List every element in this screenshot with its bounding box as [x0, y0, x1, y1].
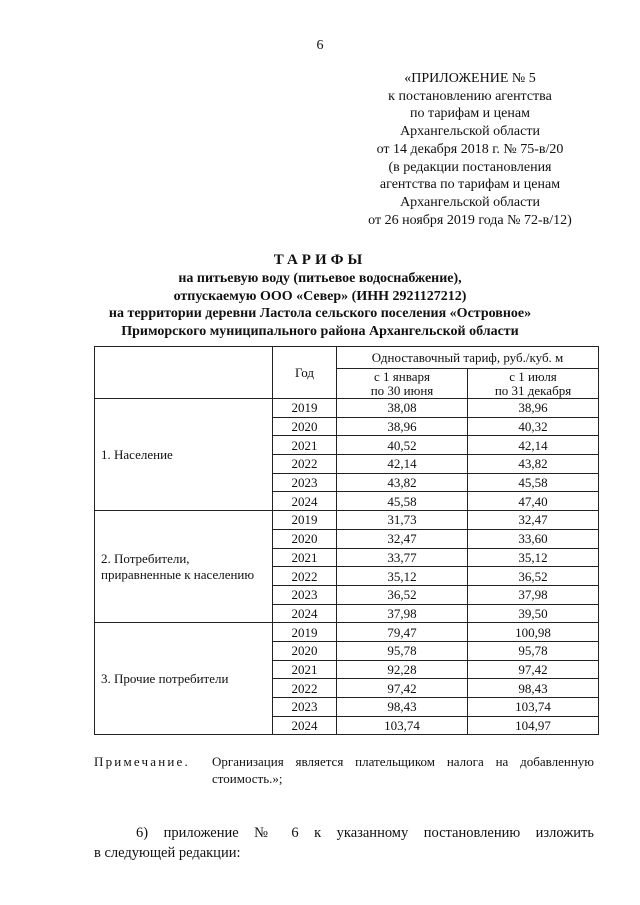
- tariff-second-half-cell: 35,12: [468, 548, 599, 567]
- year-cell: 2023: [273, 473, 337, 492]
- tariff-first-half-cell: 38,08: [337, 399, 468, 418]
- tariff-second-half-cell: 97,42: [468, 660, 599, 679]
- tariff-second-half-cell: 37,98: [468, 585, 599, 604]
- title-block: [0, 250, 640, 340]
- year-cell: 2019: [273, 623, 337, 642]
- tariff-second-half-cell: 39,50: [468, 604, 599, 623]
- category-cell: [95, 511, 273, 623]
- appendix-line: Архангельской области: [400, 194, 540, 210]
- tariff-second-half-cell: 33,60: [468, 529, 599, 548]
- category-line: приравненные к населению: [101, 566, 255, 582]
- closing-paragraph: [94, 823, 594, 863]
- category-cell: [95, 623, 273, 735]
- tariff-second-half-cell: 47,40: [468, 492, 599, 511]
- year-cell: 2020: [273, 641, 337, 660]
- tariff-first-half-cell: 38,96: [337, 417, 468, 436]
- tariff-second-half-cell: 104,97: [468, 716, 599, 735]
- year-cell: 2020: [273, 529, 337, 548]
- tariff-first-half-cell: 32,47: [337, 529, 468, 548]
- year-cell: 2019: [273, 511, 337, 530]
- header-tariff: Одноставочный тариф, руб./куб. м: [337, 347, 599, 369]
- tariff-second-half-cell: 38,96: [468, 399, 599, 418]
- appendix-line: «ПРИЛОЖЕНИЕ № 5: [404, 71, 536, 86]
- header-period-line: с 1 июля: [509, 368, 557, 384]
- tariff-second-half-cell: 36,52: [468, 567, 599, 586]
- tariff-first-half-cell: 40,52: [337, 436, 468, 455]
- tariff-table-body: [95, 399, 599, 735]
- tariff-second-half-cell: 45,58: [468, 473, 599, 492]
- appendix-line: от 14 декабря 2018 г. № 75-в/20: [376, 141, 564, 157]
- tariff-table: [94, 346, 599, 735]
- tariff-first-half-cell: 35,12: [337, 567, 468, 586]
- tariff-first-half-cell: 37,98: [337, 604, 468, 623]
- tariff-second-half-cell: 98,43: [468, 679, 599, 698]
- category-line: 3. Прочие потребители: [101, 670, 229, 686]
- year-cell: 2024: [273, 716, 337, 735]
- title-line: на территории деревни Ластола сельского поселения «Островное»: [108, 306, 532, 321]
- tariff-first-half-cell: 79,47: [337, 623, 468, 642]
- appendix-header: [330, 70, 610, 229]
- year-cell: 2022: [273, 455, 337, 474]
- appendix-line: от 26 ноября 2019 года № 72-в/12): [368, 212, 572, 228]
- year-cell: 2021: [273, 436, 337, 455]
- year-cell: 2021: [273, 548, 337, 567]
- year-cell: 2023: [273, 698, 337, 717]
- table-row: [95, 623, 599, 642]
- note-label: Примечание.: [94, 754, 190, 769]
- header-period-line: по 31 декабря: [494, 382, 572, 398]
- tariff-second-half-cell: 32,47: [468, 511, 599, 530]
- header-period-line: с 1 января: [374, 368, 430, 384]
- closing-line: 6) приложение № 6 к указанному постановлению изложить: [136, 825, 594, 841]
- header-year: Год: [273, 347, 337, 399]
- appendix-line: агентства по тарифам и ценам: [379, 177, 561, 193]
- document-title: ТАРИФЫ: [273, 252, 367, 268]
- tariff-second-half-cell: 40,32: [468, 417, 599, 436]
- tariff-first-half-cell: 103,74: [337, 716, 468, 735]
- year-cell: 2023: [273, 585, 337, 604]
- year-cell: 2024: [273, 604, 337, 623]
- year-cell: 2020: [273, 417, 337, 436]
- page-number: 6: [316, 38, 324, 53]
- year-cell: 2022: [273, 679, 337, 698]
- tariff-first-half-cell: 43,82: [337, 473, 468, 492]
- title-line: Приморского муниципального района Архангельской области: [121, 323, 519, 339]
- tariff-first-half-cell: 45,58: [337, 492, 468, 511]
- appendix-line: (в редакции постановления: [388, 159, 552, 175]
- header-period-second-half: [468, 369, 599, 399]
- year-cell: 2022: [273, 567, 337, 586]
- tariff-second-half-cell: 42,14: [468, 436, 599, 455]
- header-period-line: по 30 июня: [370, 382, 434, 398]
- tariff-first-half-cell: 95,78: [337, 641, 468, 660]
- tariff-first-half-cell: 31,73: [337, 511, 468, 530]
- tariff-first-half-cell: 92,28: [337, 660, 468, 679]
- category-line: 1. Население: [101, 446, 173, 462]
- tariff-first-half-cell: 33,77: [337, 548, 468, 567]
- tariff-second-half-cell: 95,78: [468, 641, 599, 660]
- year-cell: 2024: [273, 492, 337, 511]
- table-row: [95, 511, 599, 530]
- appendix-line: по тарифам и ценам: [410, 106, 530, 122]
- year-cell: 2021: [273, 660, 337, 679]
- tariff-second-half-cell: 103,74: [468, 698, 599, 717]
- tariff-first-half-cell: 42,14: [337, 455, 468, 474]
- note-text: Организация является плательщиком налога на добавленную стоимость.»;: [212, 754, 594, 786]
- tariff-first-half-cell: 98,43: [337, 698, 468, 717]
- table-row: [95, 399, 599, 418]
- category-line: 2. Потребители,: [101, 550, 190, 566]
- title-line: отпускаемую ООО «Север» (ИНН 2921127212): [173, 288, 467, 304]
- title-line: на питьевую воду (питьевое водоснабжение),: [178, 271, 462, 286]
- year-cell: 2019: [273, 399, 337, 418]
- closing-line: в следующей редакции:: [94, 845, 241, 861]
- tariff-second-half-cell: 100,98: [468, 623, 599, 642]
- appendix-line: Архангельской области: [400, 124, 540, 140]
- category-cell: [95, 399, 273, 511]
- header-category-blank: [95, 347, 273, 399]
- tariff-second-half-cell: 43,82: [468, 455, 599, 474]
- tariff-first-half-cell: 97,42: [337, 679, 468, 698]
- appendix-line: к постановлению агентства: [388, 88, 552, 104]
- tariff-first-half-cell: 36,52: [337, 585, 468, 604]
- header-period-first-half: [337, 369, 468, 399]
